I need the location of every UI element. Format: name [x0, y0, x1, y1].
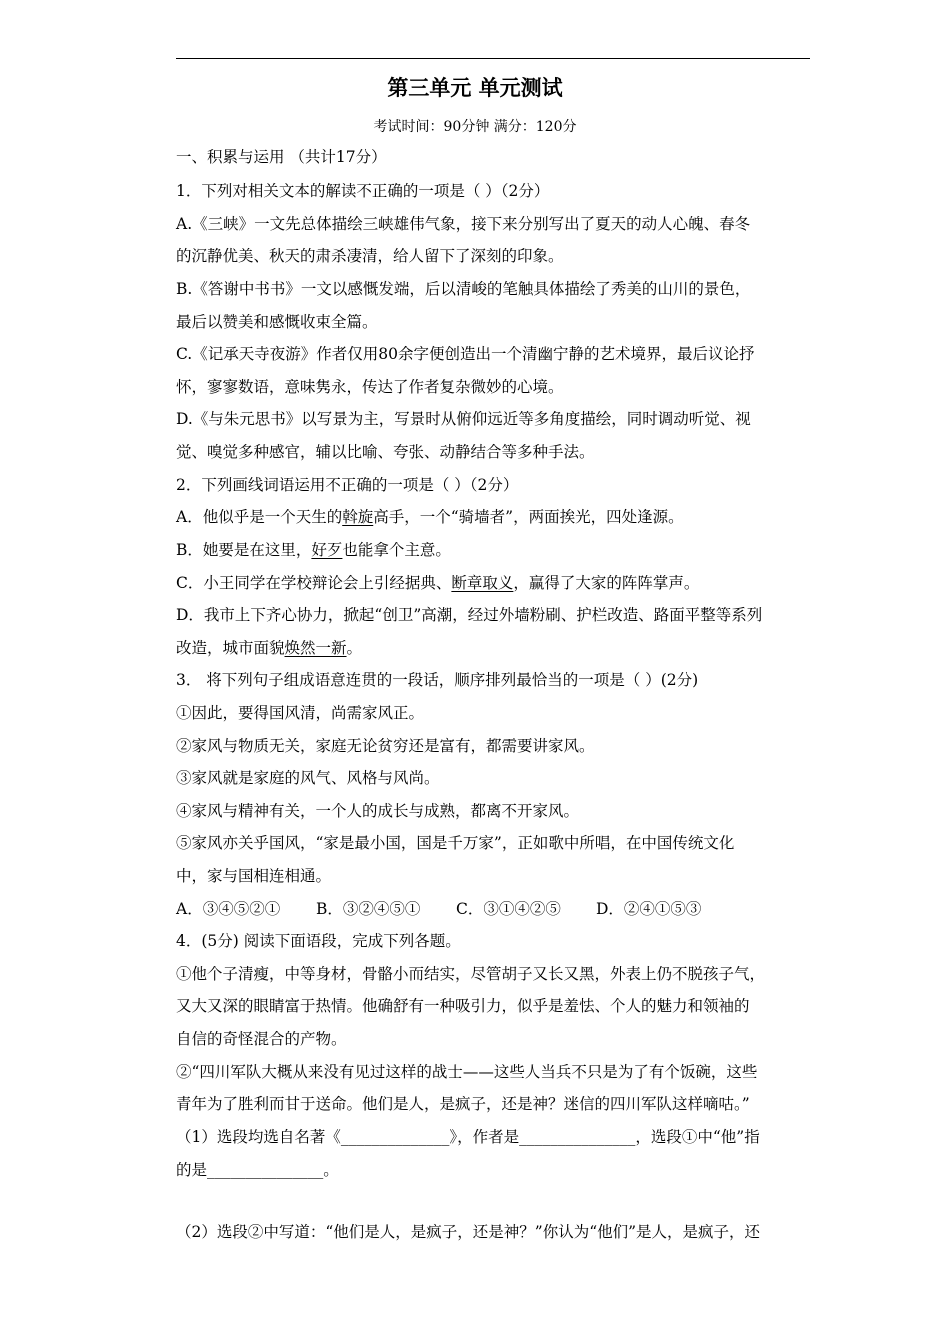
q3-option-c: C．③①④②⑤ — [456, 900, 561, 918]
q2-d-text: 改造，城市面貌 — [176, 639, 285, 657]
q3-sentence-2: ②家风与物质无关，家庭无论贫穷还是富有，都需要讲家风。 — [176, 737, 595, 755]
q4-passage-1-cont: 又大又深的眼睛富于热情。他确舒有一种吸引力，似乎是羞怯、个人的魅力和领袖的 — [176, 997, 750, 1015]
q1-option-b-cont: 最后以赞美和感慨收束全篇。 — [176, 313, 378, 331]
q4-passage-1: ①他个子清瘦，中等身材，骨骼小而结实，尽管胡子又长又黑，外表上仍不脱孩子气， — [176, 965, 766, 983]
section-heading: 一、积累与运用 （共计17分） — [176, 148, 387, 166]
q3-sentence-5: ⑤家风亦关乎国风，“家是最小国，国是千万家”，正如歌中所唱，在中国传统文化 — [176, 834, 735, 852]
q3-option-d: D．②④①⑤③ — [596, 900, 702, 918]
q4-stem: 4．(5分) 阅读下面语段，完成下列各题。 — [176, 932, 461, 950]
q4-passage-2: ②“四川军队大概从来没有见过这样的战士——这些人当兵不只是为了有个饭碗，这些 — [176, 1063, 758, 1081]
exam-subtitle: 考试时间：90分钟 满分：120分 — [373, 119, 577, 135]
q2-option-d-cont — [176, 637, 816, 659]
q2-a-text: A．他似乎是一个天生的 — [176, 508, 343, 526]
q4-passage-2-cont: 青年为了胜利而甘于送命。他们是人，是疯子，还是神？迷信的四川军队这样嘀咕。” — [176, 1095, 750, 1113]
q2-d-text-end: 。 — [346, 639, 363, 657]
q4-sub2: （2）选段②中写道：“他们是人，是疯子，还是神？”你认为“他们”是人，是疯子，还 — [176, 1223, 761, 1241]
q2-b-text: B．她要是在这里， — [176, 541, 312, 559]
q1-option-b: B.《答谢中书书》一文以感慨发端，后以清峻的笔触具体描绘了秀美的山川的景色， — [176, 280, 751, 298]
q2-a-underlined: 斡旋 — [342, 508, 374, 526]
q3-option-b: B．③②④⑤① — [316, 900, 421, 918]
q2-b-underlined: 好歹 — [311, 541, 343, 559]
q2-a-text-end: 高手，一个“骑墙者”，两面挨光，四处逢源。 — [373, 508, 684, 526]
q2-c-text: C．小王同学在学校辩论会上引经据典、 — [176, 574, 452, 592]
q1-option-d-cont: 觉、嗅觉多种感官，辅以比喻、夸张、动静结合等多种手法。 — [176, 443, 595, 461]
q2-d-underlined: 焕然一新 — [284, 639, 347, 657]
q2-c-underlined: 断章取义 — [451, 574, 514, 592]
q2-option-c — [176, 572, 816, 594]
q3-sentence-3: ③家风就是家庭的风气、风格与风尚。 — [176, 769, 440, 787]
q3-options — [176, 898, 816, 920]
q3-sentence-4: ④家风与精神有关，一个人的成长与成熟，都离不开家风。 — [176, 802, 580, 820]
q1-option-a-cont: 的沉静优美、秋天的肃杀凄清，给人留下了深刻的印象。 — [176, 247, 564, 265]
q4-passage-1-end: 自信的奇怪混合的产物。 — [176, 1030, 347, 1048]
q3-sentence-1: ①因此，要得国风清，尚需家风正。 — [176, 704, 425, 722]
q3-stem: 3． 将下列句子组成语意连贯的一段话，顺序排列最恰当的一项是（ ）(2分) — [176, 671, 699, 689]
header-rule — [176, 58, 810, 59]
q4-sub1-cont: 的是_______________。 — [176, 1161, 339, 1179]
q1-option-c-cont: 怀，寥寥数语，意味隽永，传达了作者复杂微妙的心境。 — [176, 378, 564, 396]
q2-option-d: D．我市上下齐心协力，掀起“创卫”高潮，经过外墙粉刷、护栏改造、路面平整等系列 — [176, 606, 763, 624]
q4-sub1: （1）选段均选自名著《______________》，作者是_______________，选段①中“他”指 — [176, 1128, 760, 1146]
q2-option-b — [176, 539, 816, 561]
q2-c-text-end: ，赢得了大家的阵阵掌声。 — [513, 574, 700, 592]
q1-option-c: C.《记承天寺夜游》作者仅用80余字便创造出一个清幽宁静的艺术境界，最后议论抒 — [176, 345, 755, 363]
q2-stem: 2．下列画线词语运用不正确的一项是（ ）（2分） — [176, 476, 519, 494]
q2-b-text-end: 也能拿个主意。 — [342, 541, 451, 559]
exam-title: 第三单元 单元测试 — [387, 76, 563, 100]
q1-option-d: D.《与朱元思书》以写景为主，写景时从俯仰远近等多角度描绘，同时调动听觉、视 — [176, 410, 751, 428]
q2-option-a — [176, 506, 816, 528]
q1-option-a: A.《三峡》一文先总体描绘三峡雄伟气象，接下来分别写出了夏天的动人心魄、春冬 — [176, 215, 751, 233]
q3-sentence-5-cont: 中，家与国相连相通。 — [176, 867, 332, 885]
q1-stem: 1．下列对相关文本的解读不正确的一项是（ ）（2分） — [176, 182, 550, 200]
q3-option-a: A．③④⑤②① — [176, 900, 281, 918]
